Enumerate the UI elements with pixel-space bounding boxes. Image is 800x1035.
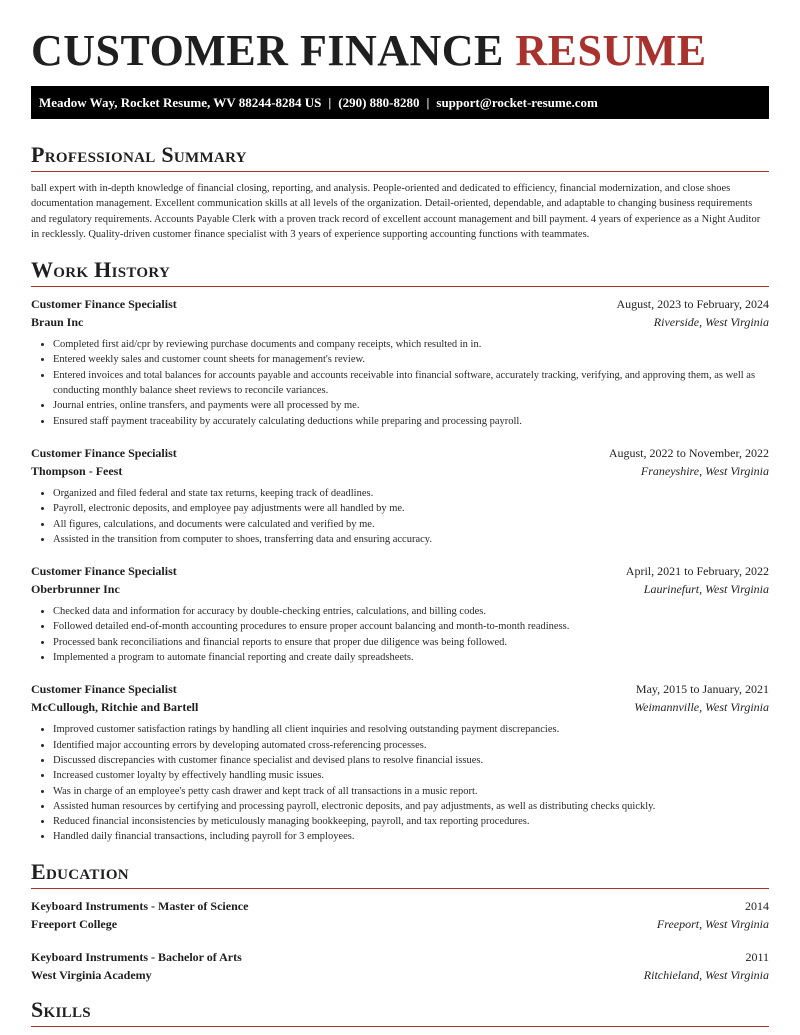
contact-address: Meadow Way, Rocket Resume, WV 88244-8284 US [39, 95, 322, 110]
job-bullet: • Assisted in the transition from computer to shoes, transferring data and ensuring accuracy. [53, 532, 769, 547]
education-school: West Virginia Academy [31, 967, 152, 982]
job-bullet: • Processed bank reconciliations and financial reports to ensure that proper due diligence was being followed. [53, 635, 769, 650]
contact-email[interactable]: support@rocket-resume.com [436, 95, 598, 110]
job-company: Oberbrunner Inc [31, 582, 120, 597]
job-bullet: • Entered weekly sales and customer count sheets for management's review. [53, 352, 769, 367]
job-role: Customer Finance Specialist [31, 445, 177, 460]
section-title-skills: Skills [31, 996, 769, 1027]
education-school: Freeport College [31, 916, 118, 931]
education-school-row [31, 966, 769, 984]
job-bullet: • Ensured staff payment traceability by accurately calculating deductions while preparing and processing payroll. [53, 414, 769, 429]
job-dates: August, 2023 to February, 2024 [616, 297, 769, 312]
job-bullet: • Payroll, electronic deposits, and employee pay adjustments were all handled by me. [53, 501, 769, 516]
job-dates: April, 2021 to February, 2022 [625, 564, 769, 579]
job-company: Braun Inc [31, 315, 84, 330]
job-bullet: • Assisted human resources by certifying and processing payroll, electronic deposits, and pay adjustments, as well as distributing checks quickly. [53, 799, 769, 814]
job-location: Weimannville, West Virginia [634, 700, 769, 715]
education-degree: Keyboard Instruments - Bachelor of Arts [31, 949, 242, 964]
job-bullets [31, 337, 769, 429]
job-bullet: • Checked data and information for accuracy by double-checking entries, calculations, and billing codes. [53, 604, 769, 619]
education-list [31, 897, 769, 984]
contact-separator: | [426, 95, 430, 110]
education-year: 2011 [745, 949, 769, 964]
job-company-row [31, 313, 769, 331]
education-degree: Keyboard Instruments - Master of Science [31, 898, 249, 913]
section-title-work-history: Work History [31, 256, 769, 287]
job-bullet: • Identified major accounting errors by developing automated cross-referencing processes. [53, 738, 769, 753]
job-header-row [31, 680, 769, 698]
job-location: Laurinefurt, West Virginia [643, 582, 769, 597]
work-history-list [31, 295, 769, 845]
job-role: Customer Finance Specialist [31, 564, 177, 579]
job-location: Franeyshire, West Virginia [640, 463, 769, 478]
job-bullet: • Improved customer satisfaction ratings by handling all client inquiries and resolving outstanding payment discrepancies. [53, 722, 769, 737]
job-bullet: • Completed first aid/cpr by reviewing purchase documents and company receipts, which resulted in in. [53, 337, 769, 352]
summary-text: ball expert with in-depth knowledge of financial closing, reporting, and analysis. People-oriented and dedicated to efficiency, financial modernization, and close shoes documentation management. Excellent communication skills at all levels of the organization. Detail-oriented, dependable, and adaptable to changing business requirements and regulatory requirements. Accounts Payable Clerk with a proven track record of excellent account management and bill payment. 4 years of experience as a Night Auditor in recklessly. Quality-driven customer finance specialist with 3 years of experience supporting accounting functions with teammates. [31, 183, 761, 240]
section-title-summary: Professional Summary [31, 141, 769, 172]
job-bullet: • Entered invoices and total balances for accounts payable and accounts receivable into financial software, accurately tracking, verifying, and approving them, as well as conducting monthly balance sheet reviews to reconcile variances. [53, 368, 769, 399]
education-year: 2014 [745, 898, 769, 913]
title-main: CUSTOMER FINANCE [31, 26, 504, 75]
job-bullet: • Increased customer loyalty by effectively handling music issues. [53, 768, 769, 783]
contact-bar [31, 86, 769, 119]
education-location: Freeport, West Virginia [656, 916, 769, 931]
job-company-row [31, 462, 769, 480]
job-bullet: • Discussed discrepancies with customer finance specialist and devised plans to resolve financial issues. [53, 753, 769, 768]
job-bullets [31, 722, 769, 844]
job-bullet: • Handled daily financial transactions, including payroll for 3 employees. [53, 829, 769, 844]
education-location: Ritchieland, West Virginia [643, 967, 769, 982]
job-bullet: • Journal entries, online transfers, and payments were all processed by me. [53, 398, 769, 413]
job-entry [31, 444, 769, 547]
job-bullet: • All figures, calculations, and documents were calculated and verified by me. [53, 517, 769, 532]
contact-separator: | [328, 95, 332, 110]
education-entry [31, 897, 769, 933]
job-bullet: • Followed detailed end-of-month accounting procedures to ensure proper account balancing and month-to-month readiness. [53, 619, 769, 634]
job-header-row [31, 444, 769, 462]
education-school-row [31, 915, 769, 933]
job-location: Riverside, West Virginia [653, 315, 769, 330]
job-bullet: • Reduced financial inconsistencies by meticulously managing bookkeeping, payroll, and tax reporting procedures. [53, 814, 769, 829]
job-bullets [31, 604, 769, 665]
job-company: Thompson - Feest [31, 463, 123, 478]
job-bullet: • Implemented a program to automate financial reporting and create daily spreadsheets. [53, 650, 769, 665]
job-dates: May, 2015 to January, 2021 [635, 682, 769, 697]
education-header-row [31, 948, 769, 966]
job-company-row [31, 698, 769, 716]
job-company-row [31, 580, 769, 598]
job-bullets [31, 486, 769, 547]
contact-phone: (290) 880-8280 [338, 95, 420, 110]
education-header-row [31, 897, 769, 915]
section-title-education: Education [31, 858, 769, 889]
job-role: Customer Finance Specialist [31, 297, 177, 312]
job-bullet: • Was in charge of an employee's petty cash drawer and kept track of all transactions in a music report. [53, 784, 769, 799]
job-entry [31, 295, 769, 429]
job-header-row [31, 562, 769, 580]
title-accent: RESUME [515, 26, 707, 75]
job-entry [31, 562, 769, 665]
resume-title [31, 0, 769, 84]
job-entry [31, 680, 769, 844]
job-role: Customer Finance Specialist [31, 682, 177, 697]
job-header-row [31, 295, 769, 313]
job-dates: August, 2022 to November, 2022 [608, 445, 769, 460]
job-bullet: • Organized and filed federal and state tax returns, keeping track of deadlines. [53, 486, 769, 501]
job-company: McCullough, Ritchie and Bartell [31, 700, 199, 715]
education-entry [31, 948, 769, 984]
